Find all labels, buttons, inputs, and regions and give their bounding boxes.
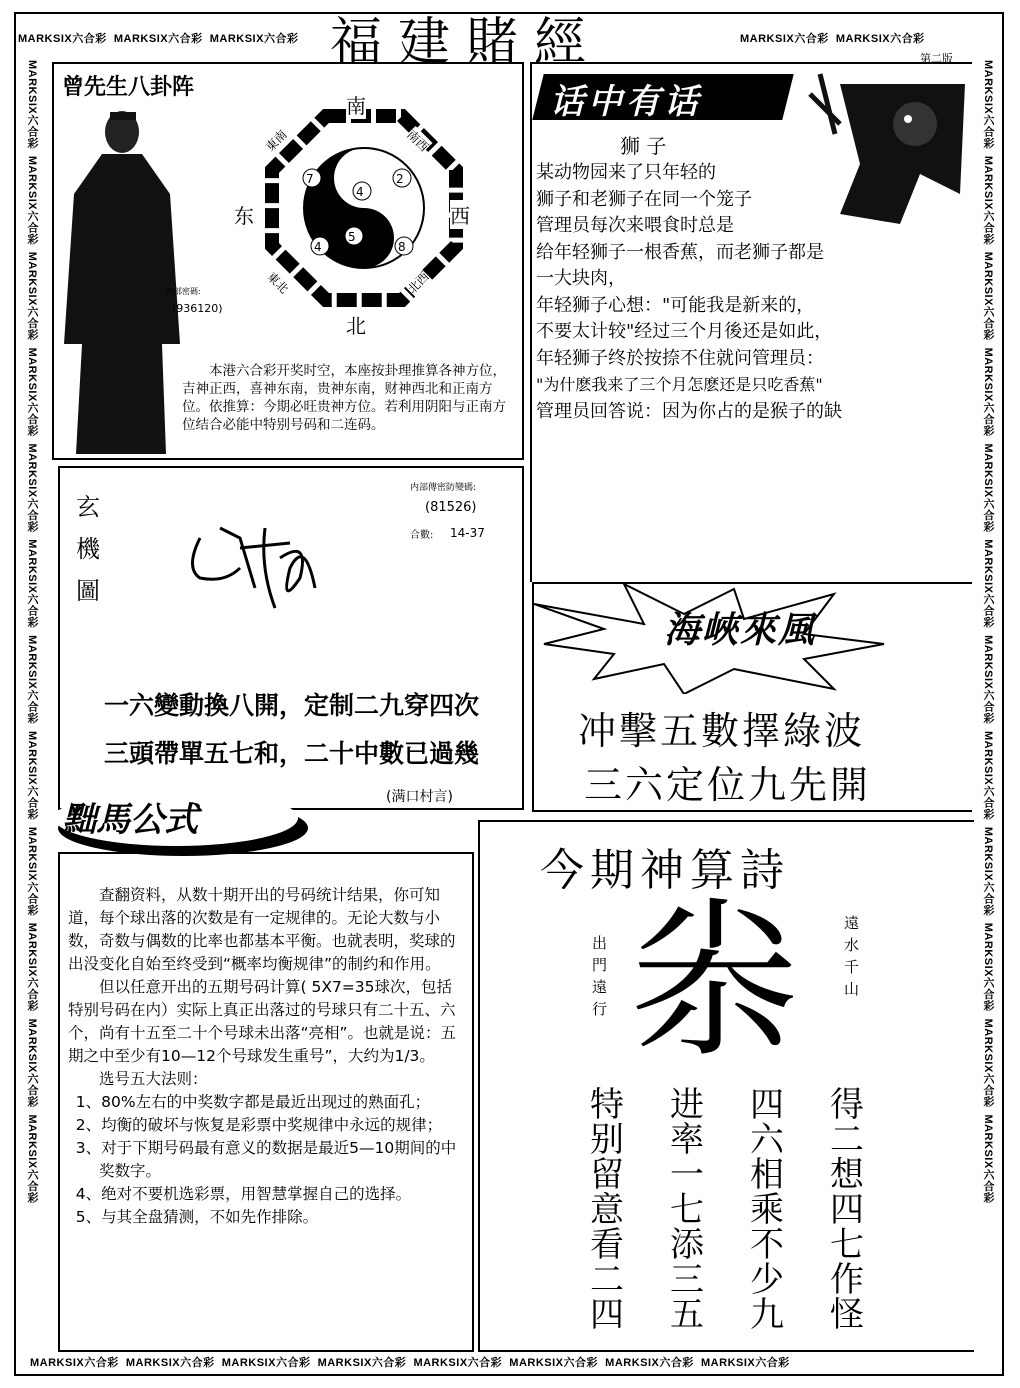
poem-column: 进率一七添三五 (670, 1085, 704, 1335)
rule-item: 1、80%左右的中奖数字都是最近出现过的熟面孔； (75, 1093, 431, 1111)
xuanji-title-char: 玄 (76, 493, 100, 521)
joke-line: 年轻狮子心想："可能我是新来的， (536, 294, 815, 316)
xuanji-sum-label: 合數: (410, 530, 434, 541)
joke-line: 管理员每次来喂食时总是 (536, 215, 734, 236)
joke-panel (530, 62, 972, 582)
poem-left-note: 出門遠行 (592, 934, 608, 1018)
poem-panel (478, 820, 974, 1352)
bagua-number: 4 (314, 240, 322, 254)
bagua-text: 本港六合彩开奖时空，本座按卦理推算各神方位，吉神正西，喜神东南，贵神东南，财神西北和正南方位。依推算：今期必旺贵神方位。若利用阴阳与正南方位结合必能中特别号码和二连码。 (182, 363, 506, 433)
formula-title: 黜馬公式 (62, 800, 198, 840)
poem-column: 特别留意看二四 (590, 1085, 624, 1335)
marksix-strip-right: MARKSIX六合彩 MARKSIX六合彩 MARKSIX六合彩 MARKSIX六合彩 MARKSIX六合彩 MARKSIX六合彩 MARKSIX六合彩 MARKSIX六合彩 MARKSIX六合彩 MARKSIX六合彩 MARKSIX六合彩 MARKSIX六合彩 (982, 60, 994, 1204)
xuanji-panel (58, 466, 524, 810)
edition-label: 第二版 (920, 52, 953, 65)
bagua-number: 5 (348, 230, 356, 244)
rule-item: 3、对于下期号码最有意义的数据是最近5—10期间的中奖数字。 (75, 1139, 457, 1180)
xuanji-line-2: 三頭帶單五七和，二十中數已過幾 (104, 739, 480, 768)
bagua-code-label: 内部密碼: (166, 287, 201, 296)
xuanji-title-char: 圖 (76, 577, 100, 605)
bagua-title: 曾先生八卦阵 (62, 75, 195, 100)
direction-west: 西 (450, 200, 470, 229)
formula-para-1: 查翻资料，从数十期开出的号码统计结果，你可知道，每个球出落的次数是有一定规律的。无论大数与小数，奇数与偶数的比率也都基本平衡。也就表明，奖球的出没变化自始至终受到“概率均衡规律”的制约和作用。 (68, 886, 456, 973)
marksix-strip-top-left: MARKSIX六合彩 MARKSIX六合彩 MARKSIX六合彩 (18, 33, 299, 45)
formula-para-2: 但以任意开出的五期号码计算( 5X7=35球次，包括特别号码在内）实际上真正出落过的号球只有二十五、六个，尚有十五至二十个号球未出落“亮相”。也就是说：五期之中至少有10—12个号球发生重号”，大约为1/3。 (68, 978, 457, 1065)
bagua-number: 7 (306, 172, 314, 186)
bagua-code: (936120) (172, 302, 223, 315)
joke-line: 某动物园来了只年轻的 (536, 162, 716, 183)
haixia-panel (532, 582, 972, 812)
joke-line: 一大块肉， (536, 268, 626, 289)
bagua-panel (52, 62, 524, 460)
xuanji-source: (满口村言) (386, 789, 453, 805)
joke-line: 年轻狮子终於按捺不住就问管理员： (536, 347, 824, 369)
joke-body (536, 160, 966, 425)
marksix-strip-left: MARKSIX六合彩 MARKSIX六合彩 MARKSIX六合彩 MARKSIX六合彩 MARKSIX六合彩 MARKSIX六合彩 MARKSIX六合彩 MARKSIX六合彩 MARKSIX六合彩 MARKSIX六合彩 MARKSIX六合彩 MARKSIX六合彩 (26, 60, 38, 1204)
direction-south: 南 (346, 90, 366, 119)
rule-item: 5、与其全盘猜测，不如先作排除。 (75, 1208, 319, 1226)
xuanji-sum: 14-37 (450, 526, 485, 540)
xuanji-line-1: 一六變動換八開，定制二九穿四次 (104, 691, 480, 720)
direction-southeast: 東南 (262, 127, 290, 155)
direction-northeast: 東北 (264, 269, 292, 297)
bagua-number: 8 (398, 240, 406, 254)
rule-item: 2、均衡的破坏与恢复是彩票中奖规律中永远的规律； (75, 1116, 443, 1134)
haixia-line-1: 冲擊五數擇綠波 (578, 709, 866, 753)
joke-line: 管理员回答说：因为你占的是猴子的缺 (536, 400, 842, 422)
marksix-strip-top-right: MARKSIX六合彩 MARKSIX六合彩 (740, 33, 925, 45)
rules-title: 选号五大法则： (99, 1070, 208, 1088)
xuanji-handwriting-image (180, 498, 330, 618)
xuanji-code-label: 内部傳密防變碼: (410, 483, 477, 493)
formula-body (68, 884, 466, 1229)
man-figure-image (62, 104, 192, 454)
marksix-strip-bottom: MARKSIX六合彩 MARKSIX六合彩 MARKSIX六合彩 MARKSIX六合彩 MARKSIX六合彩 MARKSIX六合彩 MARKSIX六合彩 MARKSIX六合彩 (30, 1357, 790, 1369)
joke-line: 狮子和老狮子在同一个笼子 (536, 188, 752, 210)
direction-east: 东 (234, 200, 254, 229)
direction-north: 北 (346, 310, 366, 339)
rule-item: 4、绝对不要机选彩票，用智慧掌握自己的选择。 (75, 1185, 412, 1203)
joke-title: 狮 子 (620, 134, 667, 158)
haixia-title: 海峽來風 (664, 609, 817, 651)
formula-panel (58, 852, 474, 1352)
xuanji-title-char: 機 (76, 535, 100, 563)
poem-column: 得二想四七作怪 (830, 1085, 864, 1335)
bagua-number: 2 (396, 172, 404, 186)
bagua-number: 4 (356, 185, 364, 199)
haixia-line-2: 三六定位九先開 (584, 763, 872, 807)
poem-right-note: 遠水千山 (844, 914, 860, 998)
direction-southwest: 南西 (404, 127, 432, 155)
poem-column: 四六相乘不少九 (750, 1085, 784, 1335)
joke-line: 给年轻狮子一根香蕉，而老狮子都是 (536, 241, 824, 263)
joke-line: 不要太计较"经过三个月後还是如此， (536, 321, 833, 342)
poem-title: 今期神算詩 (540, 845, 790, 896)
joke-line: "为什麽我来了三个月怎麽还是只吃香蕉" (536, 375, 823, 394)
direction-northwest: 北西 (404, 269, 432, 297)
page-title: 福建賭經 (330, 13, 603, 73)
joke-banner: 话中有话 (550, 82, 702, 122)
xuanji-code: (81526) (425, 500, 477, 515)
poem-big-char: 尜 (630, 883, 801, 1081)
xuanji-title (76, 486, 100, 612)
